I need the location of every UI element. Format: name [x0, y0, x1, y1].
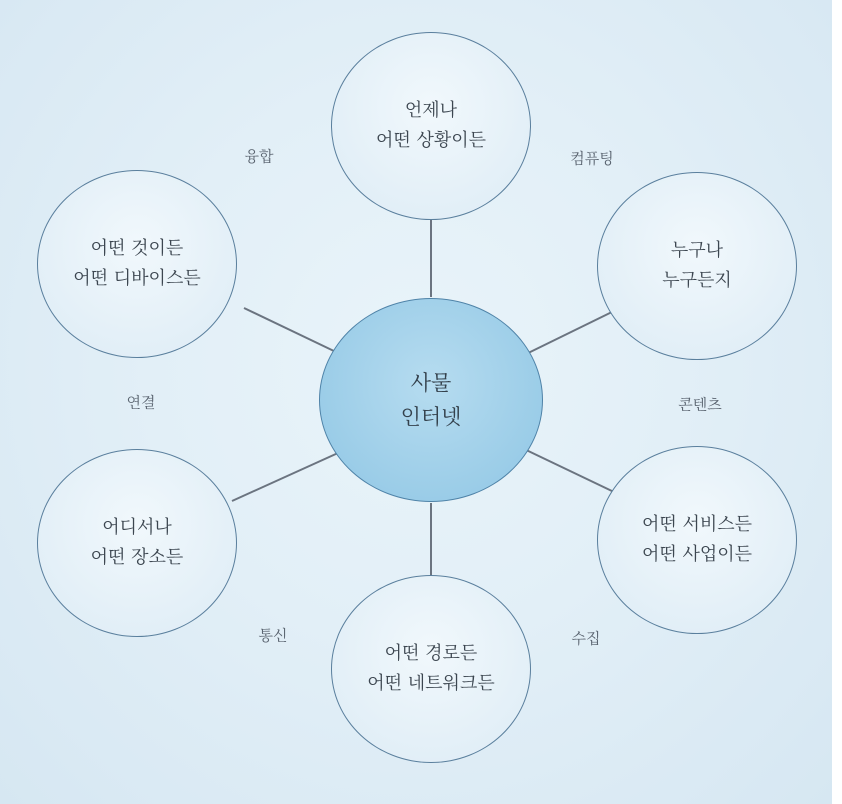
node-any-network — [331, 575, 531, 763]
node-anywhere — [37, 449, 237, 637]
node-any-service-line1: 어떤 서비스든 — [641, 514, 753, 535]
center-line2: 인터넷 — [400, 405, 462, 429]
node-anywhere-line1: 어디서나 — [102, 517, 172, 538]
node-anytime — [331, 32, 531, 220]
node-anything — [37, 170, 237, 358]
connector-bottom-right — [522, 448, 614, 492]
node-any-service — [597, 446, 797, 634]
node-anyone — [597, 172, 797, 360]
label-contents: 콘텐츠 — [678, 395, 722, 414]
node-any-network-line1: 어떤 경로든 — [384, 643, 478, 664]
connector-top-right — [520, 310, 616, 357]
node-any-service-line2: 어떤 사업이든 — [641, 544, 753, 565]
center-line1: 사물 — [410, 371, 452, 395]
node-anytime-line1: 언제나 — [404, 100, 458, 121]
node-any-network-line2: 어떤 네트워크든 — [367, 673, 495, 694]
label-connection: 연결 — [126, 393, 156, 412]
label-computing: 컴퓨팅 — [570, 149, 614, 168]
node-anyone-line2: 누구든지 — [662, 270, 732, 291]
connector-bottom-left — [232, 453, 338, 501]
node-iot-center — [319, 298, 543, 502]
node-anywhere-line2: 어떤 장소든 — [90, 547, 184, 568]
connector-top-left — [244, 308, 336, 352]
label-convergence: 융합 — [244, 147, 274, 166]
label-collection: 수집 — [571, 629, 601, 648]
label-communication: 통신 — [258, 626, 288, 645]
node-anything-line2: 어떤 디바이스든 — [73, 268, 201, 289]
node-anything-line1: 어떤 것이든 — [90, 238, 184, 259]
node-anytime-line2: 어떤 상황이든 — [375, 130, 487, 151]
node-anyone-line1: 누구나 — [670, 240, 724, 261]
